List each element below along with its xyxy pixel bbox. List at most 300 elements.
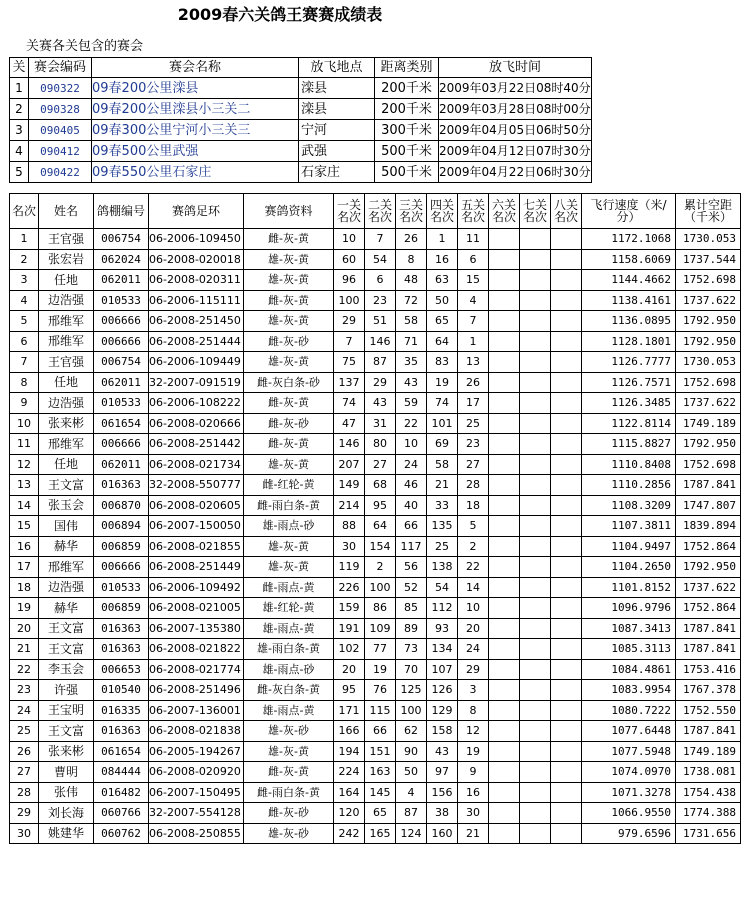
result-cell: 117 bbox=[396, 536, 427, 557]
result-cell: 14 bbox=[10, 495, 39, 516]
result-cell: 1752.698 bbox=[676, 270, 741, 291]
result-cell: 1085.3113 bbox=[582, 639, 676, 660]
result-cell bbox=[520, 475, 551, 496]
result-cell: 35 bbox=[396, 352, 427, 373]
result-cell: 1110.8408 bbox=[582, 454, 676, 475]
result-cell: 24 bbox=[458, 639, 489, 660]
result-row bbox=[10, 639, 741, 660]
result-cell: 134 bbox=[427, 639, 458, 660]
result-cell: 许强 bbox=[39, 680, 94, 701]
result-row bbox=[10, 413, 741, 434]
result-cell bbox=[489, 557, 520, 578]
result-cell: 29 bbox=[365, 372, 396, 393]
race-row bbox=[10, 141, 592, 162]
result-cell: 160 bbox=[427, 823, 458, 844]
result-cell: 1792.950 bbox=[676, 331, 741, 352]
result-cell: 1077.5948 bbox=[582, 741, 676, 762]
result-cell: 29 bbox=[10, 803, 39, 824]
result-cell: 96 bbox=[334, 270, 365, 291]
result-cell: 06-2008-021774 bbox=[149, 659, 244, 680]
result-cell: 15 bbox=[10, 516, 39, 537]
result-cell: 006894 bbox=[94, 516, 149, 537]
result-cell: 雄-灰-砂 bbox=[244, 721, 334, 742]
result-cell: 062011 bbox=[94, 270, 149, 291]
result-cell: 1101.8152 bbox=[582, 577, 676, 598]
result-cell: 85 bbox=[396, 598, 427, 619]
result-cell: 33 bbox=[427, 495, 458, 516]
result-cell bbox=[551, 639, 582, 660]
result-cell: 1126.3485 bbox=[582, 393, 676, 414]
result-cell: 张伟 bbox=[39, 782, 94, 803]
result-cell: 雄-灰-黄 bbox=[244, 249, 334, 270]
result-row bbox=[10, 618, 741, 639]
result-cell: 30 bbox=[458, 803, 489, 824]
result-cell: 242 bbox=[334, 823, 365, 844]
result-cell bbox=[551, 618, 582, 639]
result-cell: 06-2008-251442 bbox=[149, 434, 244, 455]
result-cell: 016363 bbox=[94, 639, 149, 660]
result-cell: 16 bbox=[10, 536, 39, 557]
results-header-cell: 赛鸽足环 bbox=[149, 194, 244, 229]
result-cell: 1737.622 bbox=[676, 577, 741, 598]
result-row bbox=[10, 659, 741, 680]
result-cell: 张来彬 bbox=[39, 741, 94, 762]
result-cell: 9 bbox=[458, 762, 489, 783]
result-cell: 43 bbox=[365, 393, 396, 414]
result-cell bbox=[520, 782, 551, 803]
race-idx-cell: 1 bbox=[10, 78, 29, 99]
result-cell: 151 bbox=[365, 741, 396, 762]
result-cell: 10 bbox=[334, 229, 365, 250]
result-cell: 雌-雨白条-黄 bbox=[244, 495, 334, 516]
result-cell: 边浩强 bbox=[39, 577, 94, 598]
result-cell bbox=[551, 721, 582, 742]
result-cell: 51 bbox=[365, 311, 396, 332]
result-cell: 06-2008-020920 bbox=[149, 762, 244, 783]
result-cell: 1128.1801 bbox=[582, 331, 676, 352]
result-cell: 126 bbox=[427, 680, 458, 701]
result-cell: 李玉会 bbox=[39, 659, 94, 680]
result-cell: 146 bbox=[365, 331, 396, 352]
results-header-cell: 鸽棚编号 bbox=[94, 194, 149, 229]
result-cell: 1126.7777 bbox=[582, 352, 676, 373]
race-name-cell: 09春300公里宁河小三关三 bbox=[92, 120, 299, 141]
race-idx-cell: 5 bbox=[10, 162, 29, 183]
result-cell bbox=[489, 823, 520, 844]
result-cell: 1737.622 bbox=[676, 290, 741, 311]
result-cell bbox=[520, 680, 551, 701]
result-cell bbox=[489, 454, 520, 475]
results-header-cell: 飞行速度（米/分） bbox=[582, 194, 676, 229]
result-cell: 22 bbox=[10, 659, 39, 680]
result-cell: 06-2008-020666 bbox=[149, 413, 244, 434]
result-cell bbox=[489, 680, 520, 701]
result-cell bbox=[551, 413, 582, 434]
races-table bbox=[9, 57, 592, 183]
result-cell bbox=[551, 372, 582, 393]
result-cell: 6 bbox=[10, 331, 39, 352]
result-cell: 06-2008-251449 bbox=[149, 557, 244, 578]
result-cell: 1749.189 bbox=[676, 413, 741, 434]
result-cell: 1080.7222 bbox=[582, 700, 676, 721]
race-dist-cell: 200千米 bbox=[375, 99, 439, 120]
result-cell: 159 bbox=[334, 598, 365, 619]
result-cell: 71 bbox=[396, 331, 427, 352]
result-cell: 73 bbox=[396, 639, 427, 660]
result-cell bbox=[489, 659, 520, 680]
result-cell: 63 bbox=[427, 270, 458, 291]
result-row bbox=[10, 577, 741, 598]
result-cell bbox=[551, 803, 582, 824]
result-cell bbox=[489, 721, 520, 742]
race-dist-cell: 500千米 bbox=[375, 141, 439, 162]
result-cell bbox=[520, 495, 551, 516]
result-cell: 166 bbox=[334, 721, 365, 742]
result-cell: 06-2008-021734 bbox=[149, 454, 244, 475]
result-cell: 1752.864 bbox=[676, 536, 741, 557]
race-code-cell: 090322 bbox=[29, 78, 92, 99]
result-cell: 80 bbox=[365, 434, 396, 455]
result-cell bbox=[520, 393, 551, 414]
result-cell: 97 bbox=[427, 762, 458, 783]
result-cell: 43 bbox=[396, 372, 427, 393]
result-cell: 20 bbox=[10, 618, 39, 639]
race-name-cell: 09春200公里滦县小三关二 bbox=[92, 99, 299, 120]
result-cell bbox=[520, 516, 551, 537]
result-cell: 1084.4861 bbox=[582, 659, 676, 680]
result-cell: 1774.388 bbox=[676, 803, 741, 824]
result-cell: 194 bbox=[334, 741, 365, 762]
result-cell: 010533 bbox=[94, 393, 149, 414]
result-cell: 060766 bbox=[94, 803, 149, 824]
result-cell: 1083.9954 bbox=[582, 680, 676, 701]
result-cell: 张宏岩 bbox=[39, 249, 94, 270]
result-cell bbox=[520, 577, 551, 598]
result-cell: 邢维军 bbox=[39, 331, 94, 352]
races-caption: 关赛各关包含的赛会 bbox=[26, 39, 144, 54]
result-cell: 124 bbox=[396, 823, 427, 844]
result-cell: 1839.894 bbox=[676, 516, 741, 537]
results-header-cell: 赛鸽资料 bbox=[244, 194, 334, 229]
result-cell: 1752.698 bbox=[676, 372, 741, 393]
races-header-cell: 赛会名称 bbox=[92, 58, 299, 78]
result-cell: 101 bbox=[427, 413, 458, 434]
result-cell: 边浩强 bbox=[39, 290, 94, 311]
result-row bbox=[10, 823, 741, 844]
result-cell: 雄-雨点-黄 bbox=[244, 700, 334, 721]
result-cell: 雌-灰-黄 bbox=[244, 762, 334, 783]
result-cell: 20 bbox=[458, 618, 489, 639]
result-cell: 66 bbox=[396, 516, 427, 537]
result-cell bbox=[520, 618, 551, 639]
result-cell: 国伟 bbox=[39, 516, 94, 537]
result-cell: 赫华 bbox=[39, 598, 94, 619]
race-name-cell: 09春200公里滦县 bbox=[92, 78, 299, 99]
result-cell: 1792.950 bbox=[676, 557, 741, 578]
result-cell bbox=[520, 639, 551, 660]
race-place-cell: 武强 bbox=[299, 141, 375, 162]
result-cell bbox=[489, 782, 520, 803]
result-cell: 任地 bbox=[39, 270, 94, 291]
result-cell: 雄-灰-黄 bbox=[244, 536, 334, 557]
result-cell: 8 bbox=[10, 372, 39, 393]
result-cell bbox=[520, 762, 551, 783]
race-code-cell: 090405 bbox=[29, 120, 92, 141]
result-cell: 149 bbox=[334, 475, 365, 496]
result-cell: 27 bbox=[458, 454, 489, 475]
result-row bbox=[10, 331, 741, 352]
result-cell: 06-2007-150495 bbox=[149, 782, 244, 803]
result-cell: 69 bbox=[427, 434, 458, 455]
result-cell bbox=[489, 229, 520, 250]
result-row bbox=[10, 762, 741, 783]
result-cell: 邢维军 bbox=[39, 434, 94, 455]
result-cell bbox=[551, 475, 582, 496]
result-cell: 10 bbox=[396, 434, 427, 455]
result-cell: 062011 bbox=[94, 372, 149, 393]
result-cell: 06-2007-135380 bbox=[149, 618, 244, 639]
result-cell: 8 bbox=[396, 249, 427, 270]
result-cell: 1787.841 bbox=[676, 639, 741, 660]
result-cell: 雌-灰-黄 bbox=[244, 393, 334, 414]
result-cell: 112 bbox=[427, 598, 458, 619]
result-cell: 15 bbox=[458, 270, 489, 291]
result-cell: 11 bbox=[458, 229, 489, 250]
result-cell: 68 bbox=[365, 475, 396, 496]
result-cell: 93 bbox=[427, 618, 458, 639]
result-cell: 1731.656 bbox=[676, 823, 741, 844]
result-cell: 1753.416 bbox=[676, 659, 741, 680]
result-cell: 115 bbox=[365, 700, 396, 721]
result-cell: 06-2006-115111 bbox=[149, 290, 244, 311]
result-cell: 18 bbox=[10, 577, 39, 598]
result-row bbox=[10, 393, 741, 414]
result-cell: 084444 bbox=[94, 762, 149, 783]
result-cell: 1787.841 bbox=[676, 618, 741, 639]
result-cell bbox=[551, 290, 582, 311]
result-cell: 006870 bbox=[94, 495, 149, 516]
result-cell: 60 bbox=[334, 249, 365, 270]
result-cell bbox=[489, 618, 520, 639]
result-cell: 22 bbox=[396, 413, 427, 434]
race-code-cell: 090422 bbox=[29, 162, 92, 183]
result-cell: 47 bbox=[334, 413, 365, 434]
result-cell: 016482 bbox=[94, 782, 149, 803]
race-dist-cell: 200千米 bbox=[375, 78, 439, 99]
result-cell: 雄-灰-砂 bbox=[244, 823, 334, 844]
results-header-cell: 累计空距（千米） bbox=[676, 194, 741, 229]
result-cell: 1108.3209 bbox=[582, 495, 676, 516]
result-cell: 27 bbox=[365, 454, 396, 475]
result-cell bbox=[551, 823, 582, 844]
result-cell bbox=[520, 700, 551, 721]
result-cell: 016363 bbox=[94, 618, 149, 639]
race-code-cell: 090328 bbox=[29, 99, 92, 120]
result-cell: 21 bbox=[10, 639, 39, 660]
result-cell: 雌-灰白条-黄 bbox=[244, 680, 334, 701]
result-cell: 145 bbox=[365, 782, 396, 803]
result-cell bbox=[551, 331, 582, 352]
result-cell bbox=[551, 229, 582, 250]
result-cell: 2 bbox=[10, 249, 39, 270]
result-cell bbox=[489, 700, 520, 721]
race-place-cell: 滦县 bbox=[299, 99, 375, 120]
result-cell: 17 bbox=[10, 557, 39, 578]
race-name-cell: 09春550公里石家庄 bbox=[92, 162, 299, 183]
result-cell: 5 bbox=[10, 311, 39, 332]
result-cell: 75 bbox=[334, 352, 365, 373]
result-cell: 1749.189 bbox=[676, 741, 741, 762]
result-cell: 12 bbox=[458, 721, 489, 742]
result-cell: 50 bbox=[427, 290, 458, 311]
result-cell: 006754 bbox=[94, 229, 149, 250]
result-cell: 21 bbox=[427, 475, 458, 496]
result-cell: 1792.950 bbox=[676, 434, 741, 455]
result-cell: 王官强 bbox=[39, 229, 94, 250]
result-cell: 6 bbox=[365, 270, 396, 291]
result-cell: 06-2006-108222 bbox=[149, 393, 244, 414]
races-header-row bbox=[10, 58, 592, 78]
result-cell: 100 bbox=[396, 700, 427, 721]
result-cell: 雌-灰-砂 bbox=[244, 413, 334, 434]
result-row bbox=[10, 557, 741, 578]
result-row bbox=[10, 495, 741, 516]
race-time-cell: 2009年03月22日08时40分 bbox=[439, 78, 592, 99]
result-cell: 8 bbox=[458, 700, 489, 721]
result-row bbox=[10, 598, 741, 619]
race-dist-cell: 500千米 bbox=[375, 162, 439, 183]
result-cell: 58 bbox=[427, 454, 458, 475]
result-cell: 77 bbox=[365, 639, 396, 660]
results-table bbox=[9, 193, 741, 844]
result-cell bbox=[551, 454, 582, 475]
result-cell: 1172.1068 bbox=[582, 229, 676, 250]
result-cell: 18 bbox=[458, 495, 489, 516]
result-cell: 5 bbox=[458, 516, 489, 537]
races-header-cell: 关 bbox=[10, 58, 29, 78]
race-time-cell: 2009年04月12日07时30分 bbox=[439, 141, 592, 162]
result-cell: 40 bbox=[396, 495, 427, 516]
result-row bbox=[10, 741, 741, 762]
result-cell: 曹明 bbox=[39, 762, 94, 783]
result-cell: 29 bbox=[334, 311, 365, 332]
result-cell: 28 bbox=[10, 782, 39, 803]
result-cell: 06-2008-020311 bbox=[149, 270, 244, 291]
result-cell: 1787.841 bbox=[676, 721, 741, 742]
result-cell: 062011 bbox=[94, 454, 149, 475]
result-cell: 雄-灰-黄 bbox=[244, 454, 334, 475]
result-cell: 54 bbox=[427, 577, 458, 598]
result-cell: 雄-雨点-黄 bbox=[244, 618, 334, 639]
result-cell: 1738.081 bbox=[676, 762, 741, 783]
result-cell: 006859 bbox=[94, 598, 149, 619]
result-cell: 7 bbox=[10, 352, 39, 373]
result-cell: 061654 bbox=[94, 413, 149, 434]
result-cell: 张玉会 bbox=[39, 495, 94, 516]
result-cell: 雄-雨点-砂 bbox=[244, 659, 334, 680]
result-cell: 雌-雨点-黄 bbox=[244, 577, 334, 598]
result-cell: 207 bbox=[334, 454, 365, 475]
result-cell: 雌-灰-砂 bbox=[244, 803, 334, 824]
result-row bbox=[10, 290, 741, 311]
result-cell: 87 bbox=[396, 803, 427, 824]
result-cell: 30 bbox=[334, 536, 365, 557]
result-cell bbox=[489, 516, 520, 537]
result-cell: 06-2008-251450 bbox=[149, 311, 244, 332]
result-cell: 135 bbox=[427, 516, 458, 537]
result-cell: 任地 bbox=[39, 372, 94, 393]
result-cell: 06-2008-251444 bbox=[149, 331, 244, 352]
race-code-cell: 090412 bbox=[29, 141, 92, 162]
result-cell: 061654 bbox=[94, 741, 149, 762]
result-cell: 王文富 bbox=[39, 639, 94, 660]
result-cell bbox=[489, 393, 520, 414]
races-header-cell: 放飞时间 bbox=[439, 58, 592, 78]
result-cell: 1752.698 bbox=[676, 454, 741, 475]
result-cell bbox=[551, 598, 582, 619]
result-cell: 979.6596 bbox=[582, 823, 676, 844]
result-cell: 10 bbox=[458, 598, 489, 619]
result-cell: 006666 bbox=[94, 331, 149, 352]
result-cell: 25 bbox=[458, 413, 489, 434]
race-place-cell: 石家庄 bbox=[299, 162, 375, 183]
races-header-cell: 距离类别 bbox=[375, 58, 439, 78]
result-cell: 107 bbox=[427, 659, 458, 680]
race-row bbox=[10, 162, 592, 183]
result-cell: 48 bbox=[396, 270, 427, 291]
result-cell bbox=[489, 495, 520, 516]
result-cell: 1144.4662 bbox=[582, 270, 676, 291]
result-cell bbox=[551, 311, 582, 332]
result-cell: 58 bbox=[396, 311, 427, 332]
result-cell bbox=[551, 270, 582, 291]
result-cell: 06-2008-021855 bbox=[149, 536, 244, 557]
result-cell: 21 bbox=[458, 823, 489, 844]
result-cell bbox=[551, 577, 582, 598]
result-row bbox=[10, 680, 741, 701]
race-time-cell: 2009年03月28日08时00分 bbox=[439, 99, 592, 120]
result-cell: 120 bbox=[334, 803, 365, 824]
result-cell: 1730.053 bbox=[676, 352, 741, 373]
result-cell: 016363 bbox=[94, 475, 149, 496]
result-row bbox=[10, 372, 741, 393]
result-cell: 74 bbox=[334, 393, 365, 414]
result-cell: 26 bbox=[458, 372, 489, 393]
result-cell: 06-2008-021005 bbox=[149, 598, 244, 619]
result-cell: 王文富 bbox=[39, 475, 94, 496]
result-cell: 165 bbox=[365, 823, 396, 844]
result-cell: 25 bbox=[427, 536, 458, 557]
result-cell: 1104.9497 bbox=[582, 536, 676, 557]
result-cell bbox=[489, 598, 520, 619]
results-header-cell: 四关名次 bbox=[427, 194, 458, 229]
result-cell: 119 bbox=[334, 557, 365, 578]
result-cell: 010533 bbox=[94, 290, 149, 311]
result-cell: 06-2008-250855 bbox=[149, 823, 244, 844]
result-row bbox=[10, 352, 741, 373]
result-cell: 137 bbox=[334, 372, 365, 393]
result-cell: 边浩强 bbox=[39, 393, 94, 414]
result-cell: 雄-灰-黄 bbox=[244, 352, 334, 373]
result-cell: 1752.550 bbox=[676, 700, 741, 721]
result-cell: 006666 bbox=[94, 434, 149, 455]
result-cell bbox=[520, 454, 551, 475]
result-cell: 100 bbox=[334, 290, 365, 311]
result-cell: 1 bbox=[10, 229, 39, 250]
result-cell: 006653 bbox=[94, 659, 149, 680]
result-cell: 1066.9550 bbox=[582, 803, 676, 824]
result-cell bbox=[489, 270, 520, 291]
